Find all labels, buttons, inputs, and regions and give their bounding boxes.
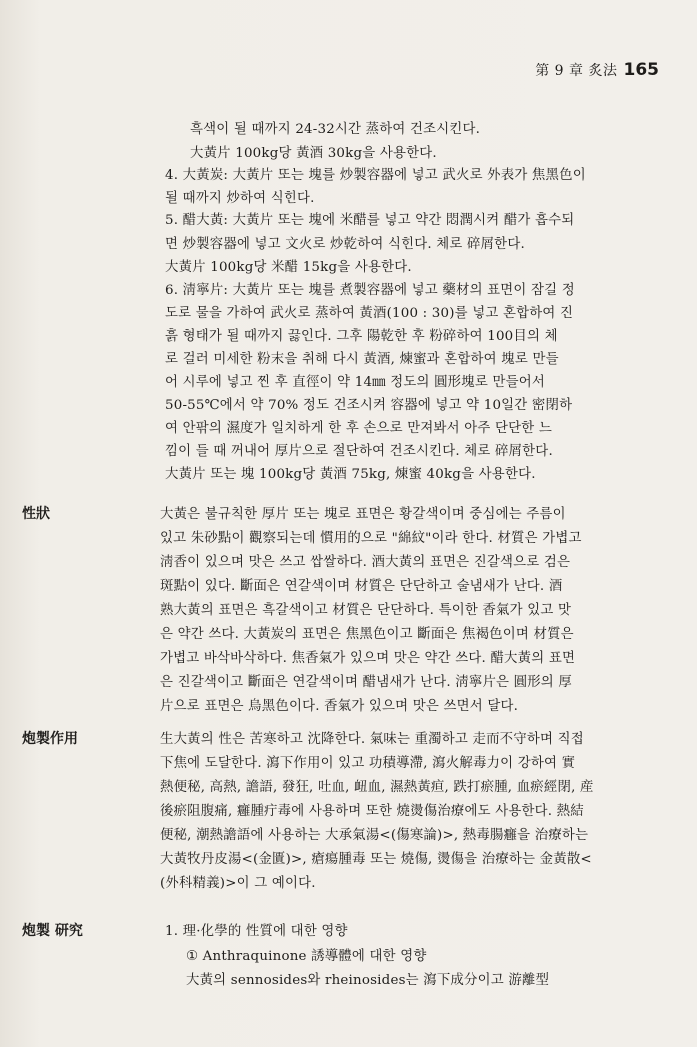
text-line: 은 약간 쓰다. 大黃炭의 표면은 焦黑色이고 斷面은 焦褐色이며 材質은 — [160, 627, 574, 642]
text-line: 大黃牧丹皮湯<(金匱)>, 瘡瘍腫毒 또는 燒傷, 燙傷을 治療하는 金黃散< — [160, 852, 592, 867]
text-line: 흑색이 될 때까지 24-32시간 蒸하여 건조시킨다. — [190, 122, 481, 137]
running-header — [535, 60, 659, 80]
research-subheading: ① Anthraquinone 誘導體에 대한 영향 — [186, 949, 427, 964]
method-5-title: 5. 醋大黃: 大黃片 또는 塊에 米醋를 넣고 약간 悶潤시켜 醋가 흡수되 — [165, 213, 575, 228]
text-line: 면 炒製容器에 넣고 文火로 炒乾하여 식힌다. 체로 碎屑한다. — [165, 237, 525, 252]
text-line: 熱便秘, 高熱, 譫語, 發狂, 吐血, 衄血, 濕熱黃疸, 跌打瘀腫, 血瘀經閉, 産 — [160, 780, 594, 795]
section-label-research: 炮製 研究 — [22, 923, 83, 939]
text-line: 로 걸러 미세한 粉末을 취해 다시 黃酒, 煉蜜과 혼합하여 塊로 만들 — [165, 352, 559, 367]
text-line: 便秘, 潮熱譫語에 사용하는 大承氣湯<(傷寒論)>, 熱毒腸癰을 治療하는 — [160, 828, 589, 843]
text-line: 있고 朱砂點이 觀察되는데 慣用的으로 "綿紋"이라 한다. 材質은 가볍고 — [160, 531, 582, 546]
text-line: 가볍고 바삭바삭하다. 焦香氣가 있으며 맛은 약간 쓰다. 醋大黃의 표면 — [160, 651, 576, 666]
text-line: 大黃의 sennosides와 rheinosides는 瀉下成分이고 游離型 — [186, 973, 550, 988]
text-line: 下焦에 도달한다. 瀉下作用이 있고 功積導滯, 瀉火解毒力이 강하여 實 — [160, 756, 576, 771]
text-line: 도로 물을 가하여 武火로 蒸하여 黃酒(100 : 30)를 넣고 혼합하여 진 — [165, 306, 574, 321]
text-line: 大黃片 100kg당 黃酒 30kg을 사용한다. — [190, 146, 437, 161]
text-line: 어 시루에 넣고 찐 후 直徑이 약 14㎜ 정도의 圓形塊로 만들어서 — [165, 375, 545, 390]
section-label-effect: 炮製作用 — [22, 731, 78, 747]
text-line: 大黃片 100kg당 米醋 15kg을 사용한다. — [165, 260, 412, 275]
text-line: 될 때까지 炒하여 식힌다. — [165, 191, 315, 206]
method-6-title: 6. 淸寧片: 大黃片 또는 塊를 煮製容器에 넣고 藥材의 표면이 잠길 정 — [165, 283, 575, 298]
page-number: 165 — [623, 60, 659, 80]
text-line: 片으로 표면은 烏黑色이다. 香氣가 있으며 맛은 쓰면서 달다. — [160, 699, 519, 714]
text-line: 은 진갈색이고 斷面은 연갈색이며 醋냄새가 난다. 淸寧片은 圓形의 厚 — [160, 675, 572, 690]
text-line: 淸香이 있으며 맛은 쓰고 쌉쌀하다. 酒大黃의 표면은 진갈색으로 검은 — [160, 555, 571, 570]
text-line: 斑點이 있다. 斷面은 연갈색이며 材質은 단단하고 술냄새가 난다. 酒 — [160, 579, 563, 594]
chapter-title: 第 9 章 炙法 — [535, 63, 618, 79]
text-line: 50-55℃에서 약 70% 정도 건조시켜 容器에 넣고 약 10일간 密閉하 — [165, 398, 573, 413]
text-line: 낌이 들 때 꺼내어 厚片으로 절단하여 건조시킨다. 체로 碎屑한다. — [165, 444, 553, 459]
method-4-title: 4. 大黃炭: 大黃片 또는 塊를 炒製容器에 넣고 武火로 外表가 焦黑色이 — [165, 168, 586, 183]
text-line: 後瘀阻腹痛, 癰腫疔毒에 사용하며 또한 燒燙傷治療에도 사용한다. 熱結 — [160, 804, 584, 819]
text-line: 大黃은 불규칙한 厚片 또는 塊로 표면은 황갈색이며 중심에는 주름이 — [160, 507, 566, 522]
text-line: 熟大黃의 표면은 흑갈색이고 材質은 단단하다. 특이한 香氣가 있고 맛 — [160, 603, 572, 618]
text-line: 大黃片 또는 塊 100kg당 黃酒 75kg, 煉蜜 40kg을 사용한다. — [165, 467, 536, 482]
text-line: 흙 형태가 될 때까지 끓인다. 그후 陽乾한 후 粉碎하여 100目의 체 — [165, 329, 558, 344]
text-line: (外科精義)>이 그 예이다. — [160, 876, 316, 891]
research-heading: 1. 理·化學的 性質에 대한 영향 — [165, 924, 348, 939]
text-line: 여 안팎의 濕度가 일치하게 한 후 손으로 만져봐서 아주 단단한 느 — [165, 421, 552, 436]
text-line: 生大黃의 性은 苦寒하고 沈降한다. 氣味는 重濁하고 走而不守하며 직접 — [160, 732, 584, 747]
section-label-property: 性狀 — [22, 506, 50, 522]
